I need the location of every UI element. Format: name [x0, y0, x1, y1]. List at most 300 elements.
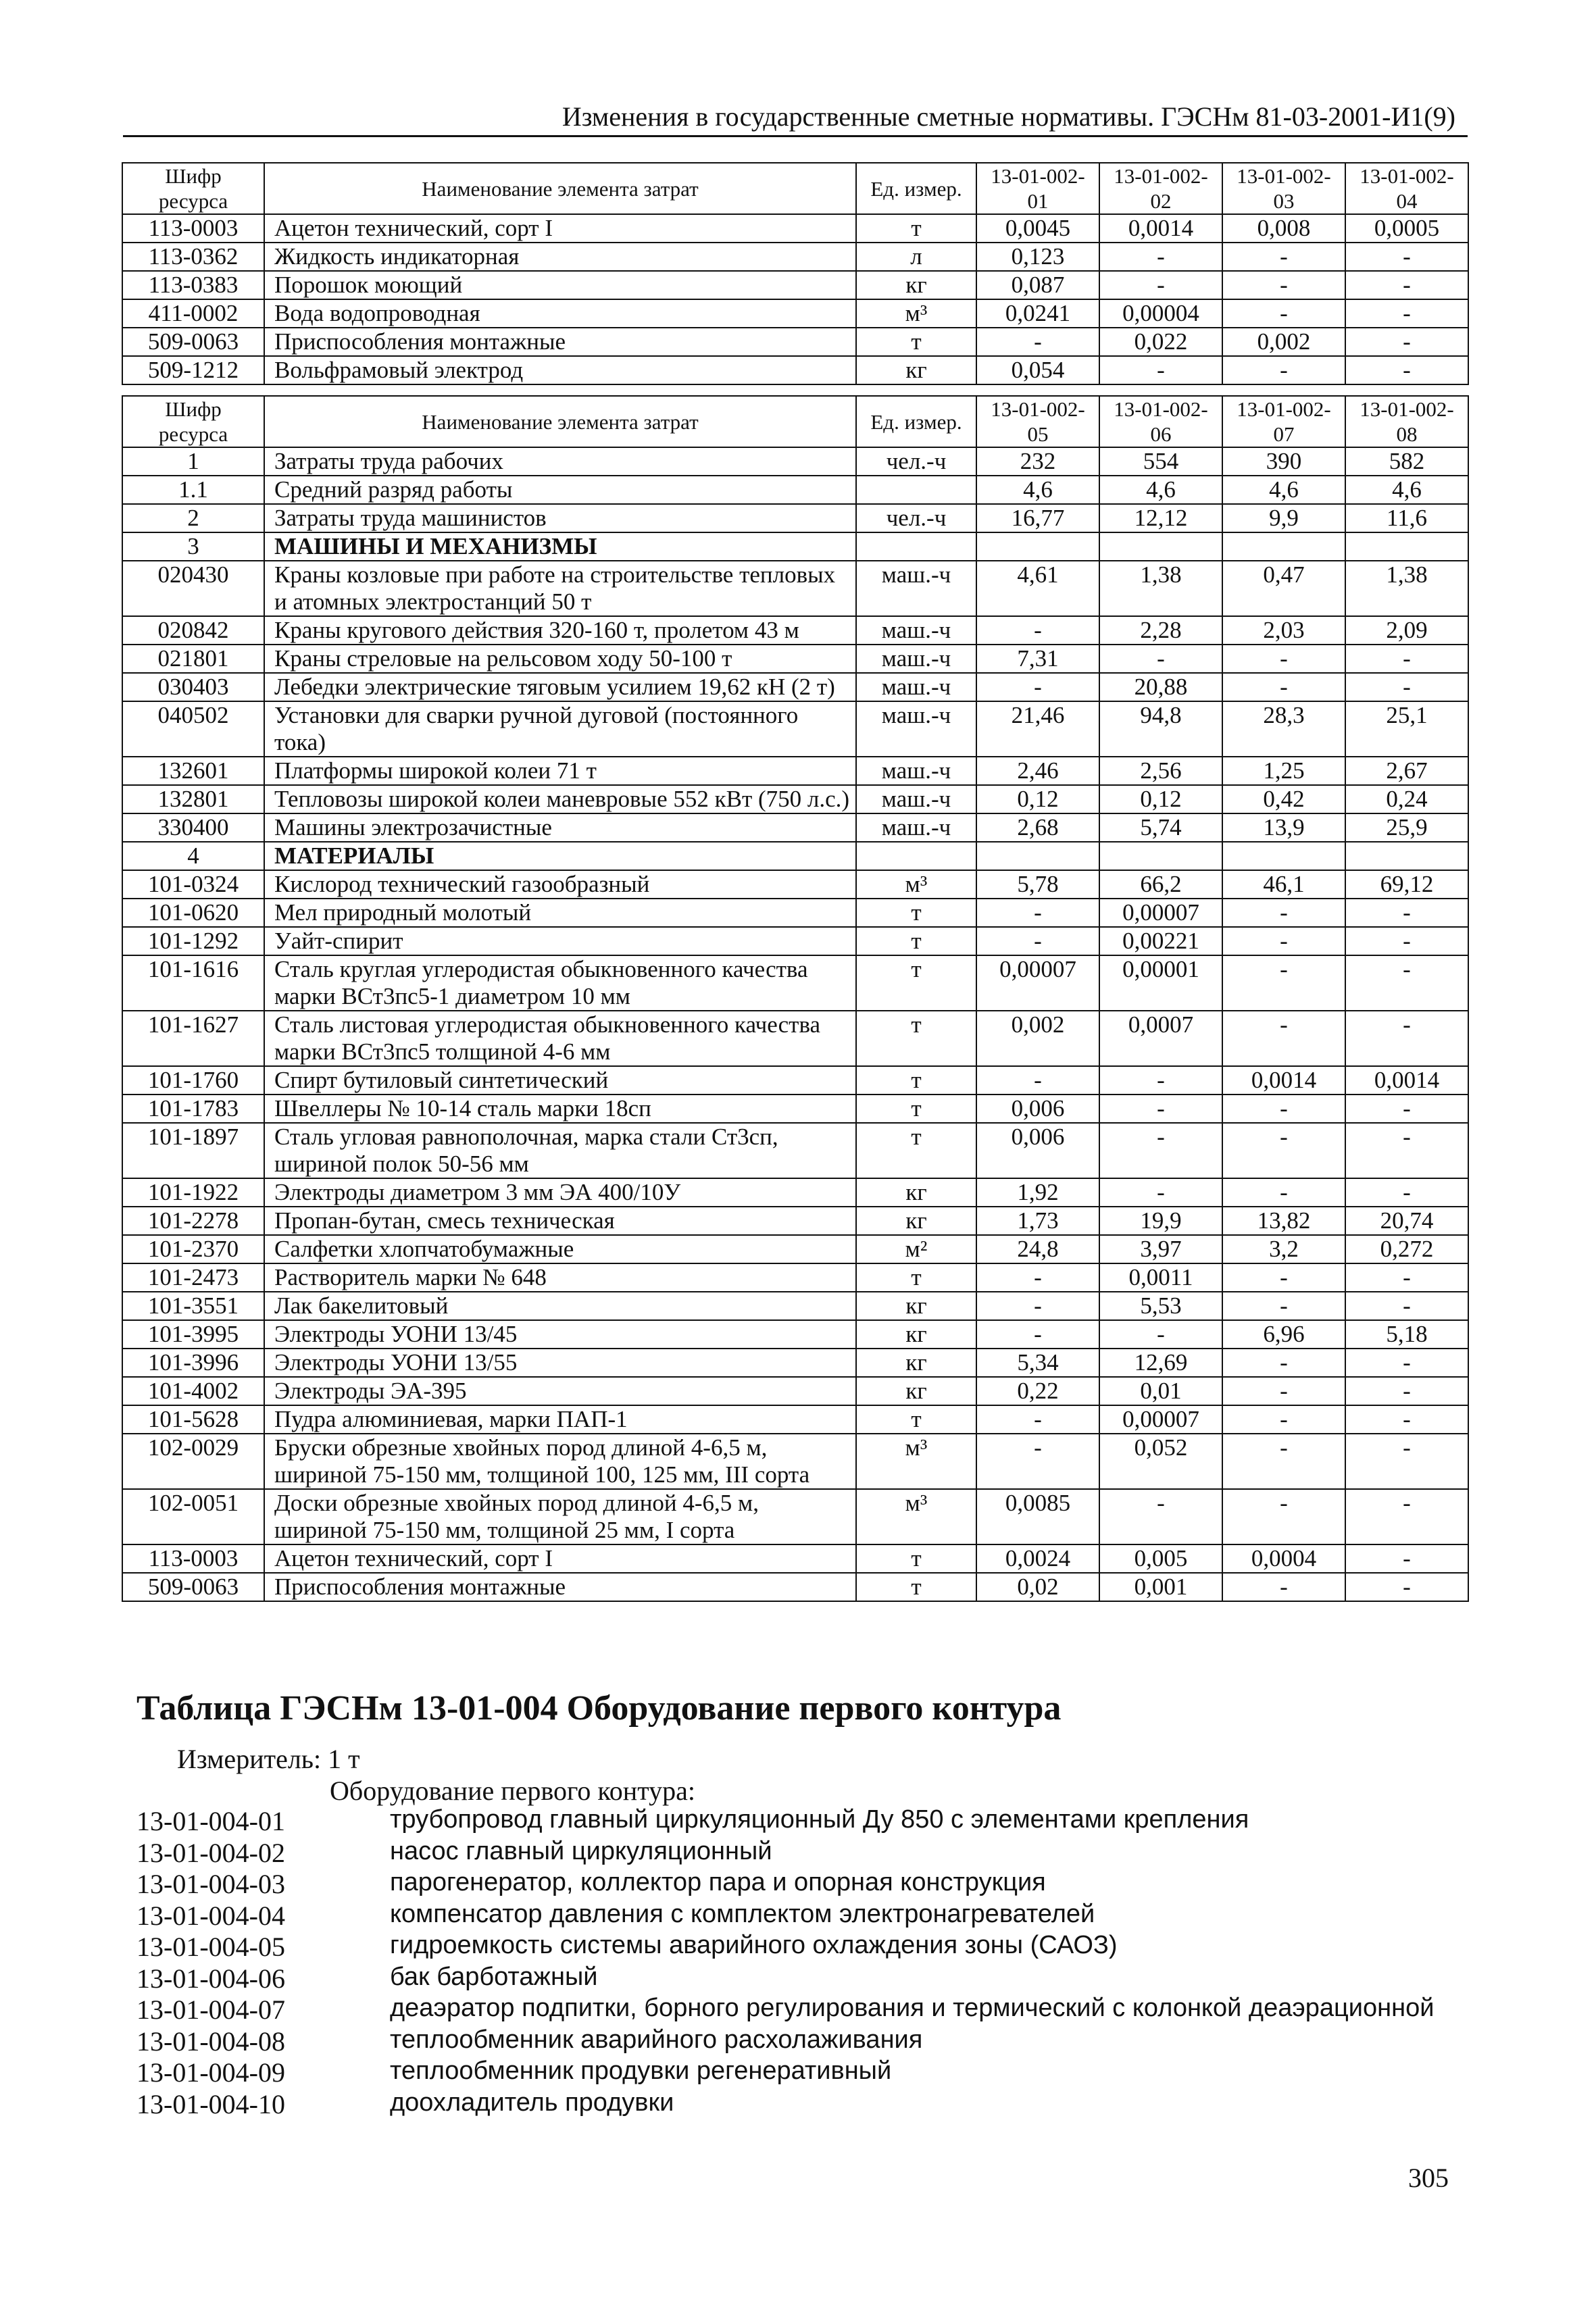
- cell-col-v3: 0,002: [1222, 328, 1345, 356]
- cell-col-v1: 16,77: [976, 504, 1099, 532]
- cell-col-v3: -: [1222, 1377, 1345, 1405]
- cell-col-unit: [856, 532, 976, 561]
- cell-col-v3: -: [1222, 1489, 1345, 1544]
- cell-col-v4: -: [1345, 1489, 1468, 1544]
- cell-col-unit: м³: [856, 870, 976, 899]
- cell-col-name: Жидкость индикаторная: [264, 243, 856, 271]
- cell-col-name: Сталь угловая равнополочная, марка стали Ст3сп, шириной полок 50-56 мм: [264, 1123, 856, 1178]
- list-item: [136, 1900, 1461, 1932]
- cell-col-name: Порошок моющий: [264, 271, 856, 299]
- cell-col-v1: 1,73: [976, 1207, 1099, 1235]
- cell-col-v3: 3,2: [1222, 1235, 1345, 1263]
- cell-col-v2: 5,53: [1099, 1292, 1222, 1320]
- cell-col-v1: 0,006: [976, 1123, 1099, 1178]
- cell-col-v2: 2,56: [1099, 757, 1222, 785]
- cell-col-unit: т: [856, 1123, 976, 1178]
- cell-col-v3: -: [1222, 927, 1345, 955]
- cell-col-v1: 5,34: [976, 1349, 1099, 1377]
- cell-col-name: Средний разряд работы: [264, 476, 856, 504]
- cell-col-name: Лебедки электрические тяговым усилием 19,62 кН (2 т): [264, 673, 856, 701]
- cell-col-v1: 0,00007: [976, 955, 1099, 1011]
- cell-col-unit: кг: [856, 1292, 976, 1320]
- table-header-row: [122, 163, 1468, 214]
- cell-col-unit: т: [856, 1573, 976, 1601]
- cell-col-v4: 2,67: [1345, 757, 1468, 785]
- cell-col-v3: 0,0004: [1222, 1544, 1345, 1573]
- table-row: [122, 1123, 1468, 1178]
- cell-col-unit: т: [856, 328, 976, 356]
- cell-col-v2: 5,74: [1099, 813, 1222, 842]
- cell-col-unit: м³: [856, 299, 976, 328]
- cell-col-code: 101-1922: [122, 1178, 264, 1207]
- cell-col-v1: 4,6: [976, 476, 1099, 504]
- cell-col-v3: 0,008: [1222, 214, 1345, 243]
- cell-col-v3: -: [1222, 299, 1345, 328]
- cell-col-name: Краны козловые при работе на строительстве тепловых и атомных электростанций 50 т: [264, 561, 856, 616]
- header-col-v4: 13-01-002-08: [1345, 396, 1468, 447]
- cell-col-v3: -: [1222, 645, 1345, 673]
- table-row: [122, 616, 1468, 645]
- cell-col-name: Сталь листовая углеродистая обыкновенного качества марки ВСт3пс5 толщиной 4-6 мм: [264, 1011, 856, 1066]
- header-col-unit: Ед. измер.: [856, 163, 976, 214]
- header-col-v1: 13-01-002-05: [976, 396, 1099, 447]
- cell-col-v1: 2,46: [976, 757, 1099, 785]
- table-row: [122, 757, 1468, 785]
- cell-col-v1: 0,0241: [976, 299, 1099, 328]
- item-code: 13-01-004-07: [136, 1994, 285, 2025]
- cell-col-name: Затраты труда машинистов: [264, 504, 856, 532]
- cell-col-unit: т: [856, 899, 976, 927]
- cell-col-unit: [856, 476, 976, 504]
- cell-col-v1: 0,006: [976, 1095, 1099, 1123]
- cell-col-v2: 12,69: [1099, 1349, 1222, 1377]
- table-row: [122, 1011, 1468, 1066]
- measure-unit: Измеритель: 1 т: [177, 1744, 360, 1774]
- table-row: [122, 1292, 1468, 1320]
- cell-col-unit: л: [856, 243, 976, 271]
- cell-col-name: Бруски обрезные хвойных пород длиной 4-6,5 м, шириной 75-150 мм, толщиной 100, 125 мм, III сорта: [264, 1434, 856, 1489]
- cell-col-v3: -: [1222, 899, 1345, 927]
- table-row: [122, 561, 1468, 616]
- cell-col-v1: -: [976, 616, 1099, 645]
- cell-col-v4: 0,0014: [1345, 1066, 1468, 1095]
- cell-col-code: 330400: [122, 813, 264, 842]
- cell-col-v2: -: [1099, 1489, 1222, 1544]
- cell-col-name: Электроды УОНИ 13/45: [264, 1320, 856, 1349]
- cell-col-v4: 11,6: [1345, 504, 1468, 532]
- cell-col-code: 101-2370: [122, 1235, 264, 1263]
- cell-col-v4: 0,0005: [1345, 214, 1468, 243]
- cell-col-v4: -: [1345, 1544, 1468, 1573]
- cell-col-code: 101-1760: [122, 1066, 264, 1095]
- cell-col-unit: м³: [856, 1489, 976, 1544]
- list-item: [136, 2057, 1461, 2088]
- cell-col-code: 411-0002: [122, 299, 264, 328]
- cell-col-unit: маш.-ч: [856, 785, 976, 813]
- table-row: [122, 356, 1468, 384]
- cell-col-v3: -: [1222, 1011, 1345, 1066]
- cell-col-unit: кг: [856, 356, 976, 384]
- cell-col-v1: 1,92: [976, 1178, 1099, 1207]
- cell-col-v2: 0,01: [1099, 1377, 1222, 1405]
- cell-col-v3: [1222, 532, 1345, 561]
- cell-col-v3: -: [1222, 1095, 1345, 1123]
- table-row: [122, 447, 1468, 476]
- cell-col-v4: -: [1345, 1292, 1468, 1320]
- table-row: [122, 1489, 1468, 1544]
- table-row: [122, 785, 1468, 813]
- cell-col-name: Тепловозы широкой колеи маневровые 552 кВт (750 л.с.): [264, 785, 856, 813]
- cell-col-v4: -: [1345, 1434, 1468, 1489]
- cell-col-name: Электроды ЭА-395: [264, 1377, 856, 1405]
- cell-col-v2: [1099, 842, 1222, 870]
- cell-col-v4: 0,24: [1345, 785, 1468, 813]
- cell-col-code: 113-0003: [122, 1544, 264, 1573]
- cell-col-v4: -: [1345, 299, 1468, 328]
- running-header: [123, 101, 1468, 137]
- table-row: [122, 1320, 1468, 1349]
- cell-col-v1: -: [976, 1263, 1099, 1292]
- cell-col-unit: маш.-ч: [856, 645, 976, 673]
- cell-col-v1: -: [976, 1320, 1099, 1349]
- cell-col-v2: 4,6: [1099, 476, 1222, 504]
- header-col-v3: 13-01-002-07: [1222, 396, 1345, 447]
- cell-col-v4: 2,09: [1345, 616, 1468, 645]
- cell-col-v3: -: [1222, 1123, 1345, 1178]
- cell-col-code: 101-3995: [122, 1320, 264, 1349]
- cell-col-v4: -: [1345, 1405, 1468, 1434]
- cell-col-v1: 0,0085: [976, 1489, 1099, 1544]
- cell-col-v2: 0,0007: [1099, 1011, 1222, 1066]
- table-row: [122, 1544, 1468, 1573]
- cell-col-v4: 25,9: [1345, 813, 1468, 842]
- table-row: [122, 328, 1468, 356]
- header-col-v2: 13-01-002-06: [1099, 396, 1222, 447]
- table-row: [122, 1066, 1468, 1095]
- cell-col-unit: т: [856, 1095, 976, 1123]
- equipment-list: [136, 1805, 1461, 2119]
- cell-col-unit: кг: [856, 1377, 976, 1405]
- cell-col-v4: 5,18: [1345, 1320, 1468, 1349]
- item-code: 13-01-004-03: [136, 1869, 285, 1899]
- cell-col-name: МАШИНЫ И МЕХАНИЗМЫ: [264, 532, 856, 561]
- header-col-v2: 13-01-002-02: [1099, 163, 1222, 214]
- table-row: [122, 532, 1468, 561]
- header-col-name: Наименование элемента затрат: [264, 396, 856, 447]
- cell-col-v4: -: [1345, 673, 1468, 701]
- cell-col-unit: маш.-ч: [856, 673, 976, 701]
- cell-col-v1: 24,8: [976, 1235, 1099, 1263]
- cell-col-v1: [976, 532, 1099, 561]
- cell-col-v3: -: [1222, 1178, 1345, 1207]
- cell-col-code: 040502: [122, 701, 264, 757]
- table-row: [122, 701, 1468, 757]
- table-row: [122, 1178, 1468, 1207]
- cell-col-v2: 0,00004: [1099, 299, 1222, 328]
- cell-col-v2: 0,00221: [1099, 927, 1222, 955]
- cell-col-v4: -: [1345, 1573, 1468, 1601]
- cell-col-unit: кг: [856, 1320, 976, 1349]
- cell-col-v4: [1345, 532, 1468, 561]
- cell-col-name: Пудра алюминиевая, марки ПАП-1: [264, 1405, 856, 1434]
- cell-col-unit: м³: [856, 1434, 976, 1489]
- item-code: 13-01-004-02: [136, 1837, 285, 1868]
- cell-col-v1: 0,002: [976, 1011, 1099, 1066]
- header-col-code: Шифр ресурса: [122, 396, 264, 447]
- cell-col-v1: 2,68: [976, 813, 1099, 842]
- item-code: 13-01-004-06: [136, 1963, 285, 1994]
- cell-col-v1: 0,087: [976, 271, 1099, 299]
- cell-col-name: Спирт бутиловый синтетический: [264, 1066, 856, 1095]
- item-description: деаэратор подпитки, борного регулирования и термический с колонкой деаэрационной: [390, 1994, 1435, 2022]
- equipment-subheading: Оборудование первого контура:: [330, 1776, 696, 1806]
- cell-col-name: Затраты труда рабочих: [264, 447, 856, 476]
- cell-col-code: 030403: [122, 673, 264, 701]
- table-row: [122, 813, 1468, 842]
- cell-col-code: 101-5628: [122, 1405, 264, 1434]
- cell-col-v3: -: [1222, 1349, 1345, 1377]
- table-row: [122, 1573, 1468, 1601]
- cell-col-v4: -: [1345, 1377, 1468, 1405]
- item-description: парогенератор, коллектор пара и опорная конструкция: [390, 1868, 1046, 1896]
- cell-col-v4: -: [1345, 271, 1468, 299]
- cell-col-v4: -: [1345, 955, 1468, 1011]
- cell-col-v4: -: [1345, 899, 1468, 927]
- cell-col-v2: 0,022: [1099, 328, 1222, 356]
- table-row: [122, 1095, 1468, 1123]
- cell-col-code: 509-1212: [122, 356, 264, 384]
- cell-col-v4: -: [1345, 1263, 1468, 1292]
- cell-col-unit: кг: [856, 1207, 976, 1235]
- table-row: [122, 1263, 1468, 1292]
- cell-col-v1: 7,31: [976, 645, 1099, 673]
- cell-col-code: 021801: [122, 645, 264, 673]
- cell-col-code: 101-1627: [122, 1011, 264, 1066]
- item-code: 13-01-004-05: [136, 1932, 285, 1962]
- cell-col-v2: 0,12: [1099, 785, 1222, 813]
- cell-col-v4: 582: [1345, 447, 1468, 476]
- cell-col-v4: -: [1345, 328, 1468, 356]
- cell-col-v2: 3,97: [1099, 1235, 1222, 1263]
- list-item: [136, 1994, 1461, 2026]
- cell-col-v4: 69,12: [1345, 870, 1468, 899]
- table-row: [122, 955, 1468, 1011]
- cell-col-unit: кг: [856, 271, 976, 299]
- cell-col-v3: 13,9: [1222, 813, 1345, 842]
- table-row: [122, 299, 1468, 328]
- cell-col-name: Краны стреловые на рельсовом ходу 50-100 т: [264, 645, 856, 673]
- cell-col-v2: -: [1099, 1320, 1222, 1349]
- cell-col-code: 1: [122, 447, 264, 476]
- cell-col-v1: 0,054: [976, 356, 1099, 384]
- cell-col-unit: кг: [856, 1178, 976, 1207]
- item-code: 13-01-004-09: [136, 2057, 285, 2088]
- cell-col-v3: -: [1222, 1263, 1345, 1292]
- cell-col-v3: 1,25: [1222, 757, 1345, 785]
- cell-col-unit: маш.-ч: [856, 813, 976, 842]
- cell-col-v4: -: [1345, 1011, 1468, 1066]
- table-row: [122, 1405, 1468, 1434]
- cell-col-v2: -: [1099, 243, 1222, 271]
- section-title: Таблица ГЭСНм 13-01-004 Оборудование первого контура: [136, 1689, 1062, 1728]
- cell-col-code: 3: [122, 532, 264, 561]
- cell-col-code: 101-1616: [122, 955, 264, 1011]
- cell-col-unit: маш.-ч: [856, 616, 976, 645]
- cell-col-v3: -: [1222, 356, 1345, 384]
- cell-col-v2: 19,9: [1099, 1207, 1222, 1235]
- resource-table-1: [122, 162, 1469, 385]
- cell-col-code: 020430: [122, 561, 264, 616]
- cell-col-unit: маш.-ч: [856, 757, 976, 785]
- cell-col-code: 2: [122, 504, 264, 532]
- cell-col-name: Установки для сварки ручной дуговой (постоянного тока): [264, 701, 856, 757]
- cell-col-v3: -: [1222, 243, 1345, 271]
- table-row: [122, 1207, 1468, 1235]
- resource-table-2: [122, 395, 1469, 1602]
- cell-col-v4: 25,1: [1345, 701, 1468, 757]
- cell-col-v4: -: [1345, 927, 1468, 955]
- cell-col-v2: -: [1099, 1095, 1222, 1123]
- cell-col-v3: 0,42: [1222, 785, 1345, 813]
- cell-col-name: Доски обрезные хвойных пород длиной 4-6,5 м, шириной 75-150 мм, толщиной 25 мм, I сорта: [264, 1489, 856, 1544]
- header-col-v1: 13-01-002-01: [976, 163, 1099, 214]
- table-row: [122, 899, 1468, 927]
- cell-col-unit: т: [856, 1263, 976, 1292]
- cell-col-name: Вольфрамовый электрод: [264, 356, 856, 384]
- cell-col-v3: -: [1222, 1434, 1345, 1489]
- cell-col-unit: чел.-ч: [856, 504, 976, 532]
- cell-col-name: Электроды диаметром 3 мм ЭА 400/10У: [264, 1178, 856, 1207]
- cell-col-v2: 0,005: [1099, 1544, 1222, 1573]
- cell-col-unit: т: [856, 955, 976, 1011]
- cell-col-name: Ацетон технический, сорт I: [264, 1544, 856, 1573]
- cell-col-v4: 0,272: [1345, 1235, 1468, 1263]
- table-row: [122, 504, 1468, 532]
- list-item: [136, 1868, 1461, 1900]
- item-code: 13-01-004-01: [136, 1806, 285, 1836]
- cell-col-v2: 1,38: [1099, 561, 1222, 616]
- cell-col-unit: т: [856, 1405, 976, 1434]
- table-row: [122, 870, 1468, 899]
- cell-col-v2: 0,00007: [1099, 899, 1222, 927]
- table-row: [122, 1235, 1468, 1263]
- header-col-unit: Ед. измер.: [856, 396, 976, 447]
- cell-col-code: 101-1897: [122, 1123, 264, 1178]
- cell-col-v4: -: [1345, 356, 1468, 384]
- cell-col-v3: -: [1222, 1405, 1345, 1434]
- cell-col-code: 132601: [122, 757, 264, 785]
- cell-col-v4: -: [1345, 1178, 1468, 1207]
- cell-col-unit: маш.-ч: [856, 561, 976, 616]
- item-code: 13-01-004-04: [136, 1900, 285, 1931]
- cell-col-v3: 28,3: [1222, 701, 1345, 757]
- cell-col-v2: 0,052: [1099, 1434, 1222, 1489]
- table-row: [122, 214, 1468, 243]
- cell-col-v3: -: [1222, 1573, 1345, 1601]
- cell-col-code: 101-1783: [122, 1095, 264, 1123]
- cell-col-code: 101-2473: [122, 1263, 264, 1292]
- cell-col-v3: 0,47: [1222, 561, 1345, 616]
- item-description: насос главный циркуляционный: [390, 1836, 772, 1865]
- cell-col-v1: 0,0045: [976, 214, 1099, 243]
- table-row: [122, 645, 1468, 673]
- cell-col-v3: [1222, 842, 1345, 870]
- cell-col-code: 101-0620: [122, 899, 264, 927]
- item-description: трубопровод главный циркуляционный Ду 850 с элементами крепления: [390, 1805, 1249, 1834]
- cell-col-v2: 20,88: [1099, 673, 1222, 701]
- cell-col-v1: [976, 842, 1099, 870]
- cell-col-v2: [1099, 532, 1222, 561]
- cell-col-code: 102-0029: [122, 1434, 264, 1489]
- cell-col-unit: кг: [856, 1349, 976, 1377]
- cell-col-v4: 20,74: [1345, 1207, 1468, 1235]
- table-row: [122, 1434, 1468, 1489]
- table-row: [122, 673, 1468, 701]
- cell-col-v1: -: [976, 927, 1099, 955]
- cell-col-v3: -: [1222, 955, 1345, 1011]
- cell-col-v3: 4,6: [1222, 476, 1345, 504]
- cell-col-code: 113-0362: [122, 243, 264, 271]
- cell-col-v2: -: [1099, 271, 1222, 299]
- cell-col-v4: [1345, 842, 1468, 870]
- cell-col-unit: т: [856, 927, 976, 955]
- header-col-code: Шифр ресурса: [122, 163, 264, 214]
- cell-col-name: Уайт-спирит: [264, 927, 856, 955]
- cell-col-v3: 46,1: [1222, 870, 1345, 899]
- list-item: [136, 2026, 1461, 2057]
- cell-col-unit: т: [856, 214, 976, 243]
- page-number: 305: [1408, 2163, 1449, 2193]
- cell-col-unit: т: [856, 1066, 976, 1095]
- item-code: 13-01-004-10: [136, 2088, 285, 2119]
- cell-col-v1: -: [976, 1405, 1099, 1434]
- cell-col-name: Салфетки хлопчатобумажные: [264, 1235, 856, 1263]
- list-item: [136, 1963, 1461, 1994]
- cell-col-code: 113-0003: [122, 214, 264, 243]
- item-description: гидроемкость системы аварийного охлаждения зоны (САОЗ): [390, 1931, 1118, 1959]
- cell-col-code: 113-0383: [122, 271, 264, 299]
- cell-col-v2: 0,00001: [1099, 955, 1222, 1011]
- cell-col-code: 102-0051: [122, 1489, 264, 1544]
- cell-col-v2: 66,2: [1099, 870, 1222, 899]
- cell-col-v1: -: [976, 1292, 1099, 1320]
- cell-col-v2: 554: [1099, 447, 1222, 476]
- list-item: [136, 1805, 1461, 1837]
- item-code: 13-01-004-08: [136, 2026, 285, 2057]
- cell-col-v2: 12,12: [1099, 504, 1222, 532]
- cell-col-code: 020842: [122, 616, 264, 645]
- cell-col-v2: -: [1099, 645, 1222, 673]
- cell-col-v4: -: [1345, 1349, 1468, 1377]
- cell-col-code: 509-0063: [122, 1573, 264, 1601]
- table-row: [122, 842, 1468, 870]
- cell-col-name: Краны кругового действия 320-160 т, пролетом 43 м: [264, 616, 856, 645]
- item-description: теплообменник продувки регенеративный: [390, 2057, 892, 2085]
- cell-col-v2: -: [1099, 1123, 1222, 1178]
- cell-col-v4: -: [1345, 645, 1468, 673]
- cell-col-v3: 0,0014: [1222, 1066, 1345, 1095]
- table-row: [122, 243, 1468, 271]
- cell-col-v1: 232: [976, 447, 1099, 476]
- cell-col-v3: 2,03: [1222, 616, 1345, 645]
- cell-col-v3: 13,82: [1222, 1207, 1345, 1235]
- cell-col-v3: 390: [1222, 447, 1345, 476]
- cell-col-v2: -: [1099, 356, 1222, 384]
- cell-col-v1: -: [976, 1434, 1099, 1489]
- cell-col-code: 132801: [122, 785, 264, 813]
- cell-col-v2: 0,001: [1099, 1573, 1222, 1601]
- cell-col-code: 1.1: [122, 476, 264, 504]
